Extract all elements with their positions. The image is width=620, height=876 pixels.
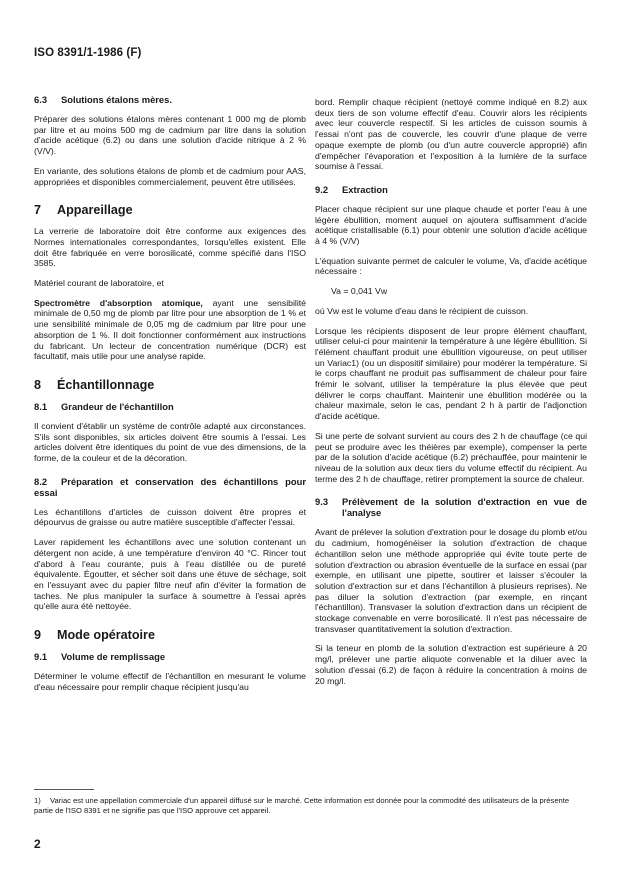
footnote [34, 796, 586, 815]
section-8-1-heading [34, 401, 306, 412]
section-9-3-heading [315, 496, 587, 518]
paragraph: où Vw est le volume d'eau dans le récipient de cuisson. [315, 305, 529, 316]
section-7-heading [34, 203, 306, 217]
footnote-mark: 1) [34, 796, 41, 805]
paragraph: L'équation suivante permet de calculer le volume, Va, d'acide acétique nécessaire : [315, 255, 587, 277]
left-column [34, 94, 306, 702]
paragraph: Placer chaque récipient sur une plaque chaude et porter l'eau à une légère ébullition, moment auquel on ajoutera suffisamment d'acide acétique cristallisable (6.1) pour obtenir une solution d'acide acétique à 4 % (V/V) [315, 203, 587, 247]
paragraph: Les échantillons d'articles de cuisson doivent être propres et dépourvus de graisse ou autre matière susceptible d'affecter l'essai. [34, 506, 306, 528]
paragraph [34, 298, 306, 362]
section-number: 8.1 [34, 400, 48, 412]
paragraph: Avant de prélever la solution d'extration pour le dosage du plomb et/ou du cadmium, homogénéiser la solution d'extraction de chaque échantillon selon une méthode appropriée qui évite toute perte de solution d'extraction ou abrasion éventuelle de la surface en essai (par exemple, en utilisant une pipette, soutirer et laisser s'écouler la solution d'extraction sur et dans l'échantillon à plusieurs reprises). Ne pas diluer la solution d'extraction (par exemple, en rinçant l'échantillon). Transvaser la solution d'extraction dans un récipient de stockage convenable en verre borosilicaté. Il n'est pas nécessaire de transvaser quantitativement la solution d'extraction. [315, 527, 587, 634]
section-title: Mode opératoire [57, 628, 155, 643]
section-number: 9.1 [34, 651, 48, 663]
formula: Va = 0,041 Vw [331, 286, 388, 297]
section-number: 9.3 [315, 496, 329, 508]
section-title: Préparation et conservation des échantillons pour essai [34, 475, 306, 498]
section-number: 7 [34, 203, 42, 218]
section-title: Volume de remplissage [61, 651, 166, 663]
paragraph: Lorsque les récipients disposent de leur propre élément chauffant, utiliser celui-ci pour maintenir la température à une légère ébullition. Si l'élément chauffant produit une ébullition vigoureuse, on peut utiliser un Variac1) (ou un dispositif similaire) pour modérer la température. Si le corps chauffant ne produit pas suffisamment de chaleur pour faire frémir le solvant, utiliser la température la plus élevée que peut délivrer le corps chauffant. Maintenir une ébullition modérée ou la chaleur maximale, selon le cas, pendant 2 h à partir de l'adjonction d'acide acétique. [315, 325, 587, 422]
section-title: Appareillage [57, 203, 133, 218]
paragraph: Déterminer le volume effectif de l'échantillon en mesurant le volume d'eau nécessaire pour remplir chaque récipient jusqu'au [34, 671, 306, 692]
section-title: Échantillonnage [57, 377, 155, 392]
paragraph: La verrerie de laboratoire doit être conforme aux exigences des Normes internationales correspondantes, lorsqu'elles existent. Elle doit être fabriquée en verre borosilicaté, comme spécifié dans l'ISO 3585. [34, 226, 306, 269]
footnote-text: Variac est une appellation commerciale d'un appareil diffusé sur le marché. Cette information est donnée pour la commodité des utilisateurs de la présente partie de l'ISO 8391 et ne signifie pas que l'ISO approuve cet appareil. [34, 796, 570, 815]
section-title: Prélèvement de la solution d'extraction en vue de l'analyse [342, 496, 587, 519]
paragraph: bord. Remplir chaque récipient (nettoyé comme indiqué en 8.2) aux deux tiers de son volume effectif d'eau. Couvrir alors les récipients avec leur couvercle respectif. Si les articles de cuisson soumis à l'essai n'ont pas de couvercle, les couvrir d'une plaque de verre opaque exempte de plomb (ou d'un autre couvercle approprié) afin d'empêcher l'évaporation et l'exposition à la lumière de la surface soumise à l'essai. [315, 97, 587, 172]
paragraph: Préparer des solutions étalons mères contenant 1 000 mg de plomb par litre et au moins 500 mg de cadmium par litre dans la solution d'acide acétique (6.2) ou dans une solution d'acide nitrique à 2 % (V/V). [34, 114, 306, 157]
section-title: Extraction [342, 183, 388, 195]
paragraph: Si la teneur en plomb de la solution d'extraction est supérieure à 20 mg/l, prélever une partie aliquote convenable et la diluer avec la solution d'essai (6.2) de façon à réduire la concentration à moins de 20 mg/l. [315, 643, 587, 686]
bold-term: Spectromètre d'absorption atomique, [34, 297, 203, 308]
section-number: 9 [34, 628, 42, 643]
section-8-2-heading [34, 476, 306, 498]
page-number: 2 [34, 837, 41, 851]
paragraph-text: ayant une sensibilité minimale de 0,50 mg de plomb par litre pour une absorption de 1 % et une sensibilité minimale de 0,05 mg de cadmium par litre pour une absorption de 1 %. Il doit fonctionner conformément aux instructions du fabricant. Un lecteur de concentration numérique (DCR) est facultatif, mais utile pour une analyse rapide. [34, 297, 306, 362]
page-header: ISO 8391/1-1986 (F) [34, 47, 142, 59]
section-number: 8 [34, 377, 42, 392]
section-number: 9.2 [315, 183, 329, 195]
section-title: Grandeur de l'échantillon [61, 400, 174, 412]
section-9-heading [34, 628, 306, 642]
paragraph: Laver rapidement les échantillons avec une solution contenant un détergent non acide, à une température d'environ 40 °C. Rincer tout d'abord à l'eau courante, puis à l'eau distillée ou de pureté équivalente. Égoutter, et sécher soit dans une étuve de séchage, soit en l'essuyant avec du papier filtre neuf afin d'éviter la formation de taches. Ne plus manipuler la surface à soumettre à l'essai après qu'elle aura été nettoyée. [34, 537, 306, 612]
section-number: 6.3 [34, 94, 48, 105]
paragraph: Il convient d'établir un système de contrôle adapté aux circonstances. S'ils sont disponibles, six articles doivent être soumis à l'essai. Les articles doivent être identiques du point de vue des dimensions, de la forme, de la couleur et de la décoration. [34, 420, 306, 464]
section-number: 8.2 [34, 475, 48, 487]
paragraph: Si une perte de solvant survient au cours des 2 h de chauffage (ce qui peut se produire avec les théières par exemple), compenser la perte par de la solution d'acide acétique (6.2) préchauffée, pour maintenir le niveau de la solution aux deux tiers du volume effectif du récipient. Au terme des 2 h de chauffage, retirer promptement la source de chaleur. [315, 430, 587, 484]
section-8-heading [34, 378, 306, 392]
paragraph: En variante, des solutions étalons de plomb et de cadmium pour AAS, appropriées et disponibles commercialement, peuvent être utilisées. [34, 165, 306, 187]
section-9-1-heading [34, 651, 306, 662]
footnote-rule [34, 789, 94, 790]
section-9-2-heading [315, 184, 587, 195]
right-column [315, 97, 587, 695]
section-6-3-heading [34, 94, 306, 105]
paragraph: Matériel courant de laboratoire, et [34, 278, 164, 289]
section-title: Solutions étalons mères. [61, 94, 172, 105]
